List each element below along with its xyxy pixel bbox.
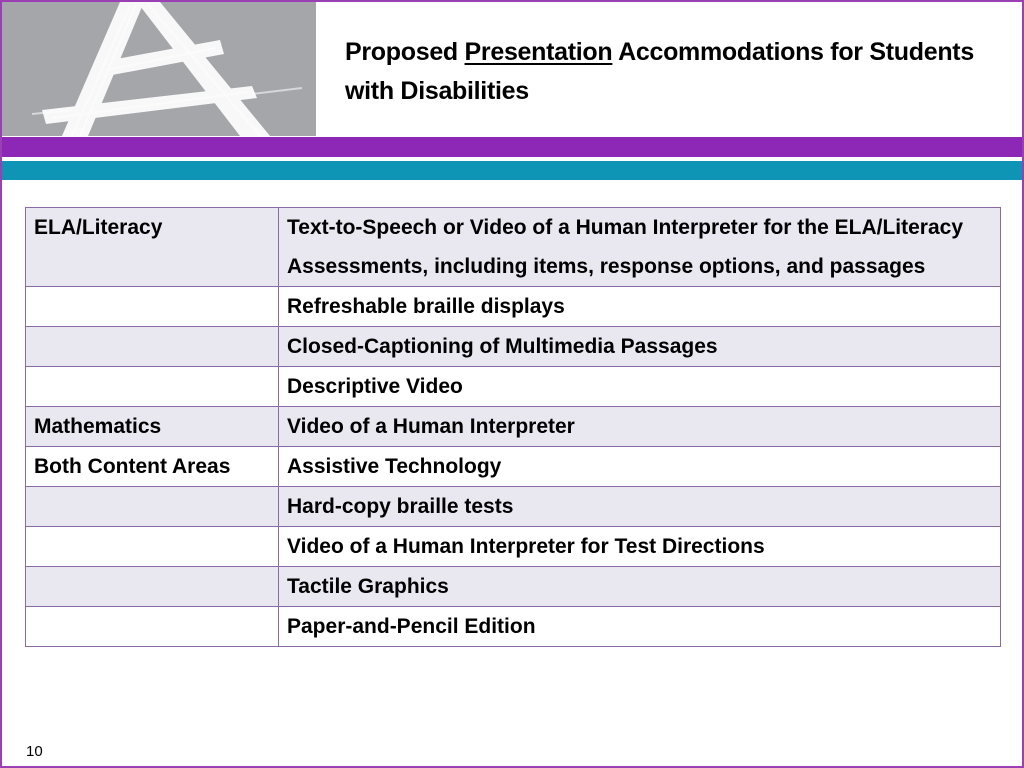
accommodation-cell: Video of a Human Interpreter — [279, 407, 1001, 447]
content-area-cell — [26, 607, 279, 647]
title-prefix: Proposed — [345, 38, 465, 66]
table-row — [26, 607, 1001, 647]
content-area-cell: Both Content Areas — [26, 447, 279, 487]
table-row — [26, 208, 1001, 287]
content-area-cell — [26, 567, 279, 607]
table-row — [26, 567, 1001, 607]
title-emphasis: Presentation — [464, 38, 613, 66]
content-area-cell — [26, 327, 279, 367]
table-row — [26, 447, 1001, 487]
accommodation-cell: Descriptive Video — [279, 367, 1001, 407]
table-row — [26, 327, 1001, 367]
letter-a-logo-icon — [2, 2, 316, 136]
table-row — [26, 407, 1001, 447]
accommodation-cell: Hard-copy braille tests — [279, 487, 1001, 527]
title-suffix: Accommodations for Students with Disabilities — [345, 38, 974, 105]
content-area-cell: ELA/Literacy — [26, 208, 279, 287]
accommodation-cell: Assistive Technology — [279, 447, 1001, 487]
page-title — [345, 33, 1005, 111]
table-row — [26, 487, 1001, 527]
accommodation-cell: Text-to-Speech or Video of a Human Interpreter for the ELA/Literacy Assessments, including items, response options, and passages — [279, 208, 1001, 287]
content-area-cell — [26, 487, 279, 527]
accommodations-table — [25, 207, 1001, 647]
table-row — [26, 287, 1001, 327]
table-row — [26, 527, 1001, 567]
content-area-cell — [26, 527, 279, 567]
content-area-cell — [26, 287, 279, 327]
content-area-cell — [26, 367, 279, 407]
accommodation-cell: Video of a Human Interpreter for Test Directions — [279, 527, 1001, 567]
accommodation-cell: Paper-and-Pencil Edition — [279, 607, 1001, 647]
accommodation-cell: Refreshable braille displays — [279, 287, 1001, 327]
slide-number: 10 — [26, 743, 43, 760]
header-band-purple — [2, 137, 1022, 157]
accommodation-cell: Closed-Captioning of Multimedia Passages — [279, 327, 1001, 367]
content-area-cell: Mathematics — [26, 407, 279, 447]
accommodation-cell: Tactile Graphics — [279, 567, 1001, 607]
table-row — [26, 367, 1001, 407]
header-band-teal — [2, 161, 1022, 180]
